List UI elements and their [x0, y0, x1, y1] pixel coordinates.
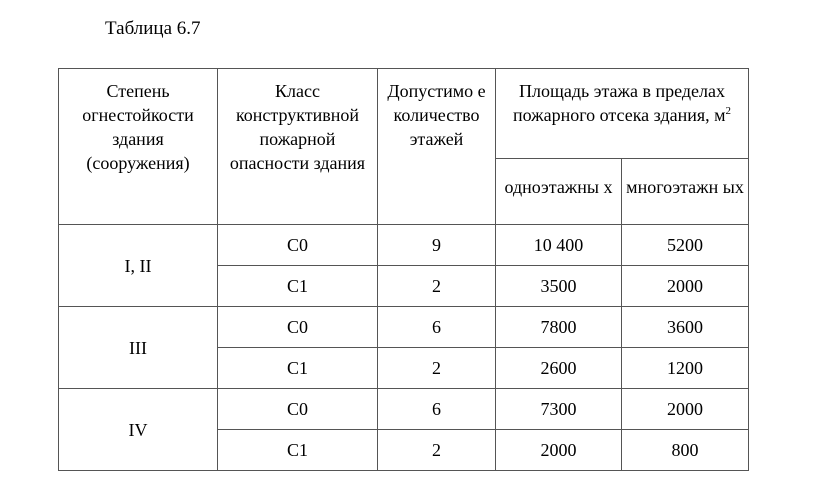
- header-floor-area-sup: 2: [725, 105, 732, 117]
- table-caption: Таблица 6.7: [105, 18, 201, 39]
- single-area-cell: 2600: [496, 348, 622, 389]
- multi-area-cell: 5200: [622, 225, 749, 266]
- single-area-cell: 2000: [496, 430, 622, 471]
- degree-cell: III: [59, 307, 218, 389]
- table-row: [59, 225, 749, 266]
- class-cell: С1: [218, 430, 378, 471]
- class-cell: С0: [218, 389, 378, 430]
- fire-resistance-table: [58, 68, 749, 471]
- multi-area-cell: 2000: [622, 266, 749, 307]
- class-cell: С0: [218, 307, 378, 348]
- multi-area-cell: 800: [622, 430, 749, 471]
- header-construction-class: [218, 69, 378, 225]
- class-cell: С1: [218, 348, 378, 389]
- header-allowed-floors-label: Допустимо е количество этажей: [387, 81, 486, 149]
- single-area-cell: 7300: [496, 389, 622, 430]
- single-area-cell: 7800: [496, 307, 622, 348]
- header-multi-storey-label: многоэтажн ых: [626, 177, 744, 197]
- floors-cell: 6: [378, 389, 496, 430]
- header-fire-resistance-degree: [59, 69, 218, 225]
- header-allowed-floors: [378, 69, 496, 225]
- header-floor-area: [496, 69, 749, 159]
- header-row: [59, 69, 749, 159]
- header-construction-class-label: Класс конструктивной пожарной опасности здания: [229, 81, 366, 173]
- table-row: [59, 389, 749, 430]
- floors-cell: 2: [378, 430, 496, 471]
- floors-cell: 2: [378, 348, 496, 389]
- multi-area-cell: 2000: [622, 389, 749, 430]
- table-row: [59, 307, 749, 348]
- single-area-cell: 10 400: [496, 225, 622, 266]
- floors-cell: 9: [378, 225, 496, 266]
- class-cell: С1: [218, 266, 378, 307]
- multi-area-cell: 3600: [622, 307, 749, 348]
- header-single-storey-label: одноэтажны х: [504, 177, 613, 197]
- header-multi-storey: [622, 159, 749, 225]
- floors-cell: 2: [378, 266, 496, 307]
- multi-area-cell: 1200: [622, 348, 749, 389]
- degree-cell: I, II: [59, 225, 218, 307]
- floors-cell: 6: [378, 307, 496, 348]
- header-floor-area-label: Площадь этажа в пределах пожарного отсека здания, м: [512, 81, 726, 125]
- single-area-cell: 3500: [496, 266, 622, 307]
- header-single-storey: [496, 159, 622, 225]
- header-fire-resistance-degree-label: Степень огнестойкости здания (сооружения): [82, 81, 194, 173]
- class-cell: С0: [218, 225, 378, 266]
- degree-cell: IV: [59, 389, 218, 471]
